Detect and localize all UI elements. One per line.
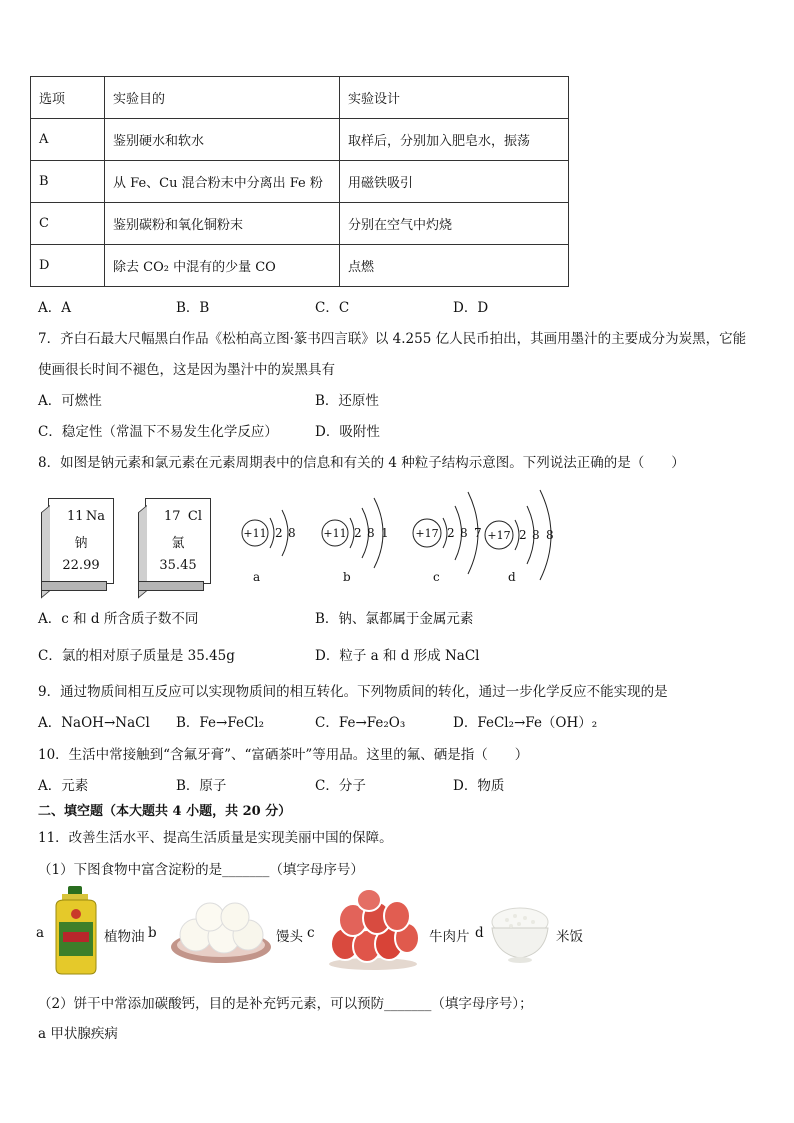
shell-electrons: 8 bbox=[288, 526, 296, 540]
food-letter-d: d bbox=[475, 925, 484, 941]
atom-label-a: a bbox=[253, 570, 261, 584]
table-header-cell: 实验设计 bbox=[340, 77, 569, 119]
element-name: 钠 bbox=[74, 536, 88, 551]
q7-option-b[interactable]: B．还原性 bbox=[315, 393, 379, 409]
q9-option-c[interactable]: C．Fe→Fe₂O₃ bbox=[315, 715, 406, 731]
table-cell: C bbox=[31, 203, 105, 245]
shell-electrons: 8 bbox=[460, 526, 468, 540]
question-7-stem-cont: 使画很长时间不褪色，这是因为墨汁中的炭黑具有 bbox=[38, 362, 335, 378]
q9-option-d[interactable]: D．FeCl₂→Fe（OH）₂ bbox=[453, 715, 598, 731]
table-header-row bbox=[31, 77, 569, 119]
question-11-sub2: （2）饼干中常添加碳酸钙，目的是补充钙元素，可以预防_______（填字母序号）； bbox=[38, 996, 533, 1012]
atomic-number: 17 bbox=[164, 509, 181, 524]
q10-option-b[interactable]: B．原子 bbox=[176, 778, 227, 794]
food-name: 米饭 bbox=[556, 929, 583, 945]
food-name: 牛肉片 bbox=[429, 929, 470, 945]
shell-electrons: 2 bbox=[447, 526, 455, 540]
section-title: 二、填空题（本大题共 4 小题，共 20 分） bbox=[38, 804, 292, 819]
question-8-stem: 8．如图是钠元素和氯元素在元素周期表中的信息和有关的 4 种粒子结构示意图。下列说法正确的是（ ） bbox=[38, 455, 685, 471]
nucleus-charge: +17 bbox=[415, 527, 439, 540]
shell-electrons: 2 bbox=[275, 526, 283, 540]
shell-electrons: 2 bbox=[354, 526, 362, 540]
question-11-sub1: （1）下图食物中富含淀粉的是_______（填字母序号） bbox=[38, 862, 364, 878]
q10-option-d[interactable]: D．物质 bbox=[453, 778, 505, 794]
element-symbol: Cl bbox=[187, 509, 202, 524]
table-cell: 除去 CO₂ 中混有的少量 CO bbox=[105, 245, 340, 287]
table-header-cell: 实验目的 bbox=[105, 77, 340, 119]
rice-bowl-icon bbox=[489, 898, 551, 964]
q7-option-a[interactable]: A．可燃性 bbox=[38, 393, 102, 409]
shell-electrons: 1 bbox=[381, 526, 389, 540]
q7-option-d[interactable]: D．吸附性 bbox=[315, 424, 380, 440]
periodic-card-chlorine bbox=[145, 498, 211, 584]
question-11-stem: 11．改善生活水平、提高生活质量是实现美丽中国的保障。 bbox=[38, 830, 393, 846]
steamed-bun-icon bbox=[168, 895, 274, 967]
table-cell: B bbox=[31, 161, 105, 203]
atom-b bbox=[322, 498, 389, 568]
table-row bbox=[31, 119, 569, 161]
vegetable-oil-bottle-icon bbox=[50, 884, 102, 976]
table-cell: 取样后，分别加入肥皂水，振荡 bbox=[340, 119, 569, 161]
atom-d bbox=[485, 490, 554, 580]
table-cell: A bbox=[31, 119, 105, 161]
q9-option-a[interactable]: A．NaOH→NaCl bbox=[38, 715, 150, 731]
atom-a bbox=[242, 510, 296, 556]
q10-option-c[interactable]: C．分子 bbox=[315, 778, 366, 794]
element-name: 氯 bbox=[171, 536, 185, 551]
experiment-table bbox=[30, 76, 569, 287]
table-cell: 鉴别碳粉和氧化铜粉末 bbox=[105, 203, 340, 245]
answer-option-a[interactable]: A．A bbox=[38, 300, 71, 316]
answer-option-c[interactable]: C．C bbox=[315, 300, 350, 316]
q8-option-a[interactable]: A．c 和 d 所含质子数不同 bbox=[38, 611, 199, 627]
q8-option-d[interactable]: D．粒子 a 和 d 形成 NaCl bbox=[315, 648, 480, 664]
food-letter-a: a bbox=[36, 925, 45, 941]
food-name: 馒头 bbox=[276, 929, 303, 945]
table-cell: 从 Fe、Cu 混合粉末中分离出 Fe 粉 bbox=[105, 161, 340, 203]
nucleus-charge: +11 bbox=[243, 527, 267, 540]
food-name: 植物油 bbox=[104, 929, 145, 945]
shell-electrons: 8 bbox=[532, 528, 540, 542]
atom-label-b: b bbox=[343, 570, 351, 584]
q8-option-c[interactable]: C．氯的相对原子质量是 35.45g bbox=[38, 648, 235, 664]
shell-electrons: 7 bbox=[474, 526, 482, 540]
table-cell: D bbox=[31, 245, 105, 287]
question-10-stem: 10．生活中常接触到“含氟牙膏”、“富硒茶叶”等用品。这里的氟、硒是指（ ） bbox=[38, 747, 529, 763]
element-symbol: Na bbox=[85, 509, 105, 524]
food-letter-c: c bbox=[307, 925, 315, 941]
table-cell: 用磁铁吸引 bbox=[340, 161, 569, 203]
atom-c bbox=[413, 492, 482, 574]
nucleus-charge: +11 bbox=[323, 527, 347, 540]
shell-electrons: 2 bbox=[519, 528, 527, 542]
atomic-number: 11 bbox=[67, 509, 84, 524]
atom-label-d: d bbox=[508, 570, 516, 584]
question-9-stem: 9．通过物质间相互反应可以实现物质间的相互转化。下列物质间的转化，通过一步化学反应不能实现的是 bbox=[38, 684, 668, 700]
answer-option-d[interactable]: D．D bbox=[453, 300, 489, 316]
atom-label-c: c bbox=[433, 570, 440, 584]
nucleus-charge: +17 bbox=[487, 529, 511, 542]
periodic-card-sodium bbox=[48, 498, 114, 584]
atomic-mass: 35.45 bbox=[159, 558, 197, 573]
table-cell: 点燃 bbox=[340, 245, 569, 287]
question-11-sub2-option-a[interactable]: a 甲状腺疾病 bbox=[38, 1026, 118, 1042]
table-row bbox=[31, 161, 569, 203]
table-row bbox=[31, 203, 569, 245]
q9-option-b[interactable]: B．Fe→FeCl₂ bbox=[176, 715, 265, 731]
beef-slices-icon bbox=[325, 888, 421, 972]
q7-option-c[interactable]: C．稳定性（常温下不易发生化学反应） bbox=[38, 424, 278, 440]
q8-option-b[interactable]: B．钠、氯都属于金属元素 bbox=[315, 611, 474, 627]
atom-structure-diagrams bbox=[230, 480, 570, 592]
table-header-cell: 选项 bbox=[31, 77, 105, 119]
table-cell: 鉴别硬水和软水 bbox=[105, 119, 340, 161]
answer-option-b[interactable]: B．B bbox=[176, 300, 210, 316]
table-row bbox=[31, 245, 569, 287]
shell-electrons: 8 bbox=[546, 528, 554, 542]
question-7-stem: 7．齐白石最大尺幅黑白作品《松柏高立图·篆书四言联》以 4.255 亿人民币拍出，其画用墨汁的主要成分为炭黑，它能 bbox=[38, 331, 747, 347]
q10-option-a[interactable]: A．元素 bbox=[38, 778, 89, 794]
table-cell: 分别在空气中灼烧 bbox=[340, 203, 569, 245]
food-letter-b: b bbox=[148, 925, 157, 941]
shell-electrons: 8 bbox=[367, 526, 375, 540]
atomic-mass: 22.99 bbox=[62, 558, 100, 573]
